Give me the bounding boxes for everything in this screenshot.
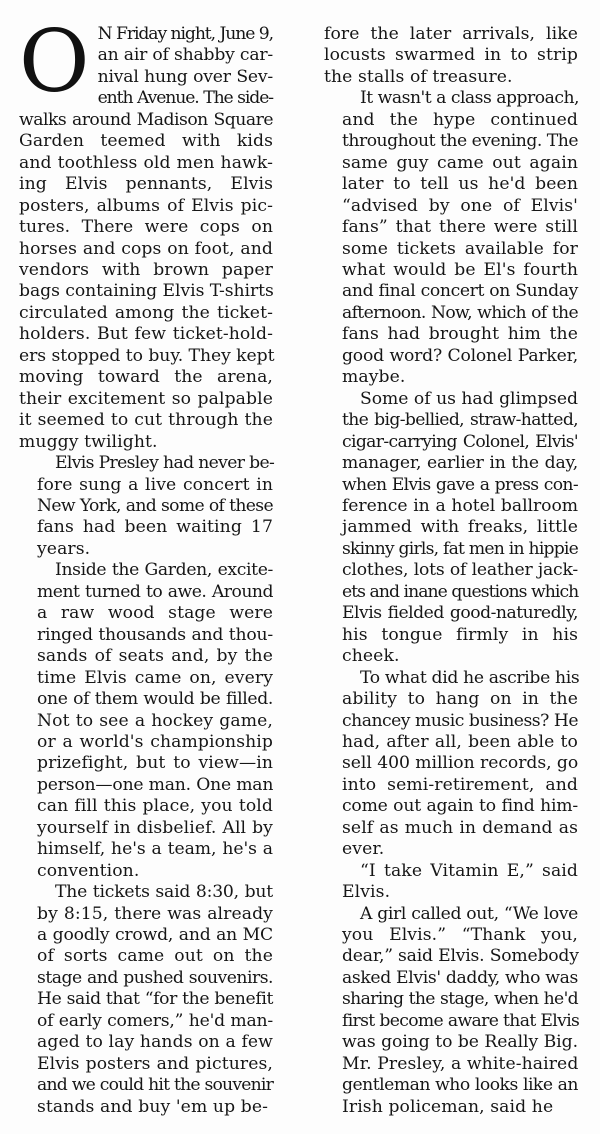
text-line: first become aware that Elvis [342,1010,580,1031]
text-line: and we could hit the souvenir [37,1075,273,1096]
text-line: Irish policeman, said he [342,1096,554,1117]
article-paragraph [19,453,273,560]
text-line: manager, earlier in the day, [342,453,578,474]
text-line: cigar-carrying Colonel, Elvis' [342,431,578,452]
text-line: some tickets available for [342,238,578,259]
text-line: stands and buy 'em up be- [37,1096,269,1117]
text-line: ing Elvis pennants, Elvis [19,174,273,195]
text-line: afternoon. Now, which of the [342,302,578,323]
text-line: “advised by one of Elvis' [342,195,578,216]
article-paragraph [324,861,578,904]
text-line: throughout the evening. The [342,131,578,152]
text-line: jammed with freaks, little [342,517,578,538]
text-line: Garden teemed with kids [19,131,273,152]
text-line: good word? Colonel Parker, [342,345,578,366]
text-line: same guy came out again [342,152,578,173]
text-line: prizefight, but to view—in [37,753,273,774]
text-line: himself, he's a team, he's a [37,839,273,860]
text-line: one of them would be filled. [37,689,273,710]
text-line: gentleman who looks like an [342,1075,578,1096]
text-line: A girl called out, “We love [360,903,578,924]
text-line: nival hung over Sev- [97,66,273,87]
article-paragraph [324,389,578,668]
text-line: fans had brought him the [342,324,578,345]
article-column-right [324,24,578,1118]
text-line: posters, albums of Elvis pic- [19,195,273,216]
article-paragraph [324,904,578,1119]
text-line: what would be El's fourth [342,259,578,280]
text-line: Elvis Presley had never be- [55,453,275,474]
text-line: New York, and some of these [37,495,273,516]
article-paragraph [19,882,273,1118]
text-line: The tickets said 8:30, but [55,882,273,903]
text-line: tures. There were cops on [19,217,273,238]
text-line: sharing the stage, when he'd [342,989,578,1010]
text-line: holders. But few ticket-hold- [19,324,273,345]
text-line: N Friday night, June 9, [97,24,273,44]
text-line: of sorts came out on the [37,946,273,967]
text-line: convention. [37,860,140,881]
text-line: a raw wood stage were [37,603,273,624]
text-line: horses and cops on foot, and [19,238,273,259]
text-line: years. [37,538,91,559]
text-line: ets and inane questions which [342,581,579,602]
text-line: and final concert on Sunday [342,281,578,302]
text-line: clothes, lots of leather jack- [342,560,578,581]
text-line: moving toward the arena, [19,367,273,388]
text-line: stage and pushed souvenirs. [37,967,273,988]
text-line: chancey music business? He [342,710,578,731]
text-line: ringed thousands and thou- [37,624,273,645]
text-line: fore sung a live concert in [37,474,273,495]
text-line: ers stopped to buy. They kept [19,345,275,366]
text-line: their excitement so palpable [19,388,273,409]
text-line: ability to hang on in the [342,689,578,710]
text-line: a goodly crowd, and an MC [37,925,273,946]
text-line: maybe. [342,367,406,388]
text-line: of early comers,” he'd man- [37,1010,273,1031]
text-line: asked Elvis' daddy, who was [342,967,578,988]
article-paragraph [19,12,275,453]
text-line: enth Avenue. The side- [97,88,273,109]
text-line: aged to lay hands on a few [37,1032,273,1053]
text-line: dear,” said Elvis. Somebody [342,946,579,967]
text-line: ever. [342,839,385,860]
article-paragraph [324,24,578,88]
text-line: Not to see a hockey game, [37,710,273,731]
text-line: had, after all, been able to [342,731,578,752]
text-line: an air of shabby car- [97,45,273,66]
text-line: you Elvis.” “Thank you, [342,925,578,946]
text-line: by 8:15, there was already [37,903,273,924]
text-line: Some of us had glimpsed [360,388,578,409]
text-line: walks around Madison Square [19,109,273,130]
text-line: locusts swarmed in to strip [324,45,578,66]
text-line: muggy twilight. [19,431,158,452]
article-paragraph [324,668,578,861]
article-column-left [19,12,275,1118]
text-line: self as much in demand as [342,817,578,838]
text-line: Elvis. [342,882,391,903]
text-line: the big-bellied, straw-hatted, [342,410,578,431]
text-line: He said that “for the benefit [37,989,274,1010]
text-line: the stalls of treasure. [324,66,513,87]
text-line: Elvis posters and pictures, [37,1053,273,1074]
text-line: skinny girls, fat men in hippie [342,538,578,559]
text-line: “I take Vitamin E,” said [360,860,578,881]
text-line: cheek. [342,646,400,667]
text-line: or a world's championship [37,731,273,752]
text-line: it seemed to cut through the [19,410,273,431]
text-line: sell 400 million records, go [342,753,579,774]
text-line: yourself in disbelief. All by [37,817,273,838]
text-line: person—one man. One man [37,774,274,795]
text-line: into semi-retirement, and [342,774,578,795]
article-paragraph [19,560,273,882]
drop-cap: O [19,12,90,112]
text-line: and toothless old men hawk- [19,152,273,173]
text-line: fans had been waiting 17 [37,517,273,538]
text-line: time Elvis came on, every [37,667,273,688]
text-line: come out again to find him- [342,796,578,817]
text-line: Mr. Presley, a white-haired [342,1053,579,1074]
text-line: when Elvis gave a press con- [342,474,578,495]
text-line: his tongue firmly in his [342,624,578,645]
text-line: Inside the Garden, excite- [55,560,273,581]
text-line: sands of seats and, by the [37,646,273,667]
text-line: fore the later arrivals, like [324,24,578,44]
text-line: fans” that there were still [342,217,578,238]
article-paragraph [324,88,578,388]
text-line: can fill this place, you told [37,796,273,817]
text-line: ment turned to awe. Around [37,581,273,602]
text-line: and the hype continued [342,109,578,130]
text-line: Elvis fielded good-naturedly, [342,603,578,624]
text-line: later to tell us he'd been [342,174,578,195]
text-line: bags containing Elvis T-shirts [19,281,274,302]
text-line: vendors with brown paper [19,259,273,280]
text-line: To what did he ascribe his [360,667,580,688]
text-line: was going to be Really Big. [342,1032,578,1053]
text-line: circulated among the ticket- [19,302,273,323]
text-line: ference in a hotel ballroom [342,495,578,516]
text-line: It wasn't a class approach, [360,88,580,109]
